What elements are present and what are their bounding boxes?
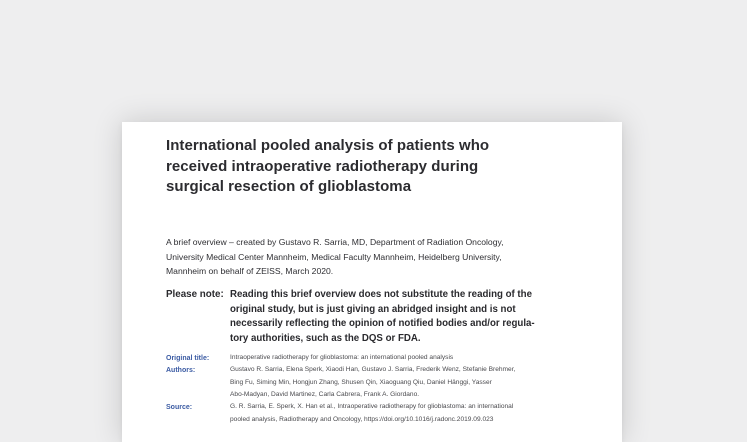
document-title (166, 136, 546, 198)
authors-label: Authors: (166, 367, 196, 374)
overview-line: Mannheim on behalf of ZEISS, March 2020. (166, 266, 334, 277)
authors-line: Bing Fu, Siming Min, Hongjun Zhang, Shusen Qin, Xiaoguang Qiu, Daniel Hänggi, Yasser (230, 378, 492, 386)
title-line: surgical resection of glioblastoma (166, 178, 412, 195)
source-line: pooled analysis, Radiotherapy and Oncology, https://doi.org/10.1016/j.radonc.2019.09.023 (230, 415, 494, 423)
original-title-label: Original title: (166, 355, 210, 362)
original-title-line: Intraoperative radiotherapy for glioblastoma: an international pooled analysis (230, 354, 454, 361)
note-text (230, 288, 570, 347)
authors-line: Gustavo R. Sarria, Elena Sperk, Xiaodi Han, Gustavo J. Sarria, Frederik Wenz, Stefanie Brehmer, (230, 366, 516, 373)
note-line: original study, but is just giving an abridged insight and is not (230, 303, 516, 315)
source-label: Source: (166, 404, 193, 411)
original-title-value (230, 352, 570, 365)
note-line: Reading this brief overview does not substitute the reading of the (230, 289, 532, 300)
source-value (230, 401, 570, 426)
overview-line: University Medical Center Mannheim, Medical Faculty Mannheim, Heidelberg University, (166, 251, 502, 262)
overview-text (166, 235, 576, 279)
document-page (122, 122, 622, 442)
authors-value (230, 364, 570, 402)
note-line: necessarily reflecting the opinion of notified bodies and/or regula- (230, 318, 535, 330)
title-line: International pooled analysis of patients who (166, 137, 490, 154)
note-line: tory authorities, such as the DQS or FDA. (230, 333, 421, 345)
authors-line: Abo-Madyan, David Martinez, Carla Cabrera, Frank A. Giordano. (230, 391, 420, 399)
overview-line: A brief overview – created by Gustavo R. Sarria, MD, Department of Radiation Oncology, (166, 237, 504, 247)
title-line: received intraoperative radiotherapy during (166, 157, 479, 175)
source-line: G. R. Sarria, E. Sperk, X. Han et al., Intraoperative radiotherapy for glioblastoma: an international (230, 403, 514, 410)
note-label: Please note: (166, 289, 224, 300)
